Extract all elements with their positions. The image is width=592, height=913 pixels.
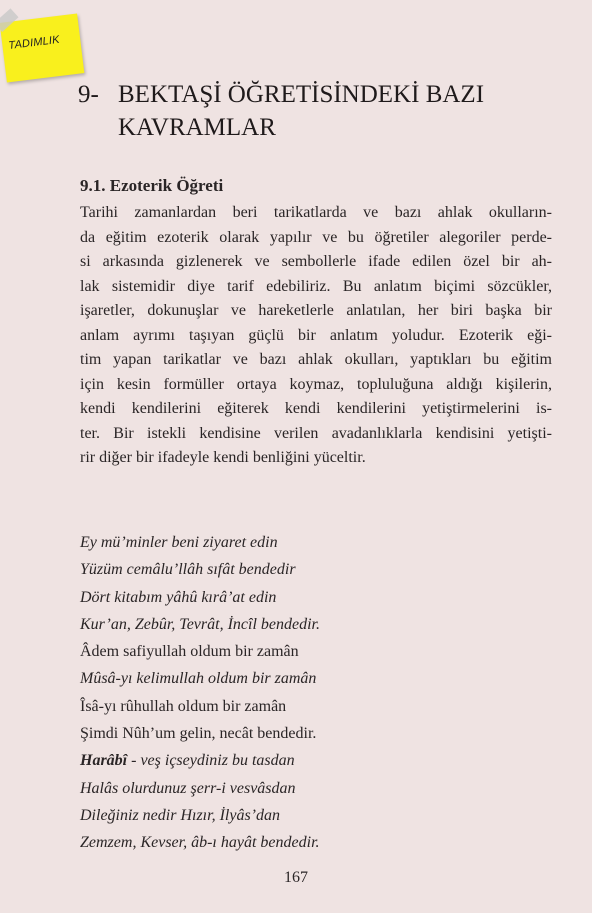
paragraph-line: işaretler, dokunuşlar ve hareketlerle anlatılan, her biri başka bir [80,302,552,319]
poem-verse-with-author [80,747,320,774]
body-paragraph [80,201,552,471]
poem-author: Harâbî [80,752,128,770]
paragraph-line: kendi kendilerini eğiterek kendi kendilerini yetiştirmelerini is- [80,400,552,417]
chapter-title [118,78,484,144]
chapter-title-line-2: KAVRAMLAR [118,114,276,141]
section-title: 9.1. Ezoterik Öğreti [80,176,224,195]
poem-verse: Şimdi Nûh’um gelin, necât bendedir. [80,725,317,743]
poem-verse: Kur’an, Zebûr, Tevrât, İncîl bendedir. [80,615,320,633]
sticky-note-label: TADIMLIK [7,33,61,53]
paragraph-line: da eğitim ezoterik olarak yapılır ve bu öğretiler alegoriler perde- [80,228,552,246]
paragraph-line: rir diğer bir ifadeyle kendi benliğini yüceltir. [80,449,366,466]
paragraph-line: tim yapan tarikatlar ve bazı ahlak okulları, yaptıkları bu eğitim [80,351,552,368]
paragraph-line: Tarihi zamanlardan beri tarikatlarda ve bazı ahlak okulların- [80,204,552,221]
tadimlik-sticky-note [0,13,84,82]
poem-verse: Mûsâ-yı kelimullah oldum bir zamân [80,670,317,688]
chapter-heading [78,78,558,144]
poem [80,529,320,857]
poem-verse: Ey mü’minler beni ziyaret edin [80,534,278,551]
poem-verse: Dört kitabım yâhû kırâ’at edin [80,588,277,606]
paragraph-line: lak sistemidir diye tarif edebiliriz. Bu anlatım biçimi sözcükler, [80,277,552,295]
tape-strip [0,8,19,32]
paragraph-line: si arkasında gizlenerek ve sembollerle ifade edilen özel bir ah- [80,253,552,270]
paragraph-line: ter. Bir istekli kendisine verilen avadanlıklarla kendisini yetişti- [80,424,552,442]
poem-verse: Zemzem, Kevser, âb-ı hayât bendedir. [80,834,320,852]
poem-verse: Halâs olurdunuz şerr-i vesvâsdan [80,779,296,797]
poem-verse: Âdem safiyullah oldum bir zamân [80,643,299,661]
poem-verse-text: - veş içseydiniz bu tasdan [131,752,295,770]
paragraph-line: için kesin formüller ortaya koymaz, topluluğuna aldığı kişilerin, [80,375,552,393]
poem-verse: Îsâ-yı rûhullah oldum bir zamân [80,697,287,715]
poem-verse: Yüzüm cemâlu’llâh sıfât bendedir [80,561,296,579]
chapter-title-line-1: BEKTAŞİ ÖĞRETİSİNDEKİ BAZI [118,81,485,108]
paragraph-line: anlam ayrımı taşıyan güçlü bir anlatım yoludur. Ezoterik eği- [80,326,552,344]
poem-verse: Dileğiniz nedir Hızır, İlyâs’dan [80,806,280,824]
chapter-number: 9- [78,81,99,108]
page-number: 167 [284,869,308,886]
